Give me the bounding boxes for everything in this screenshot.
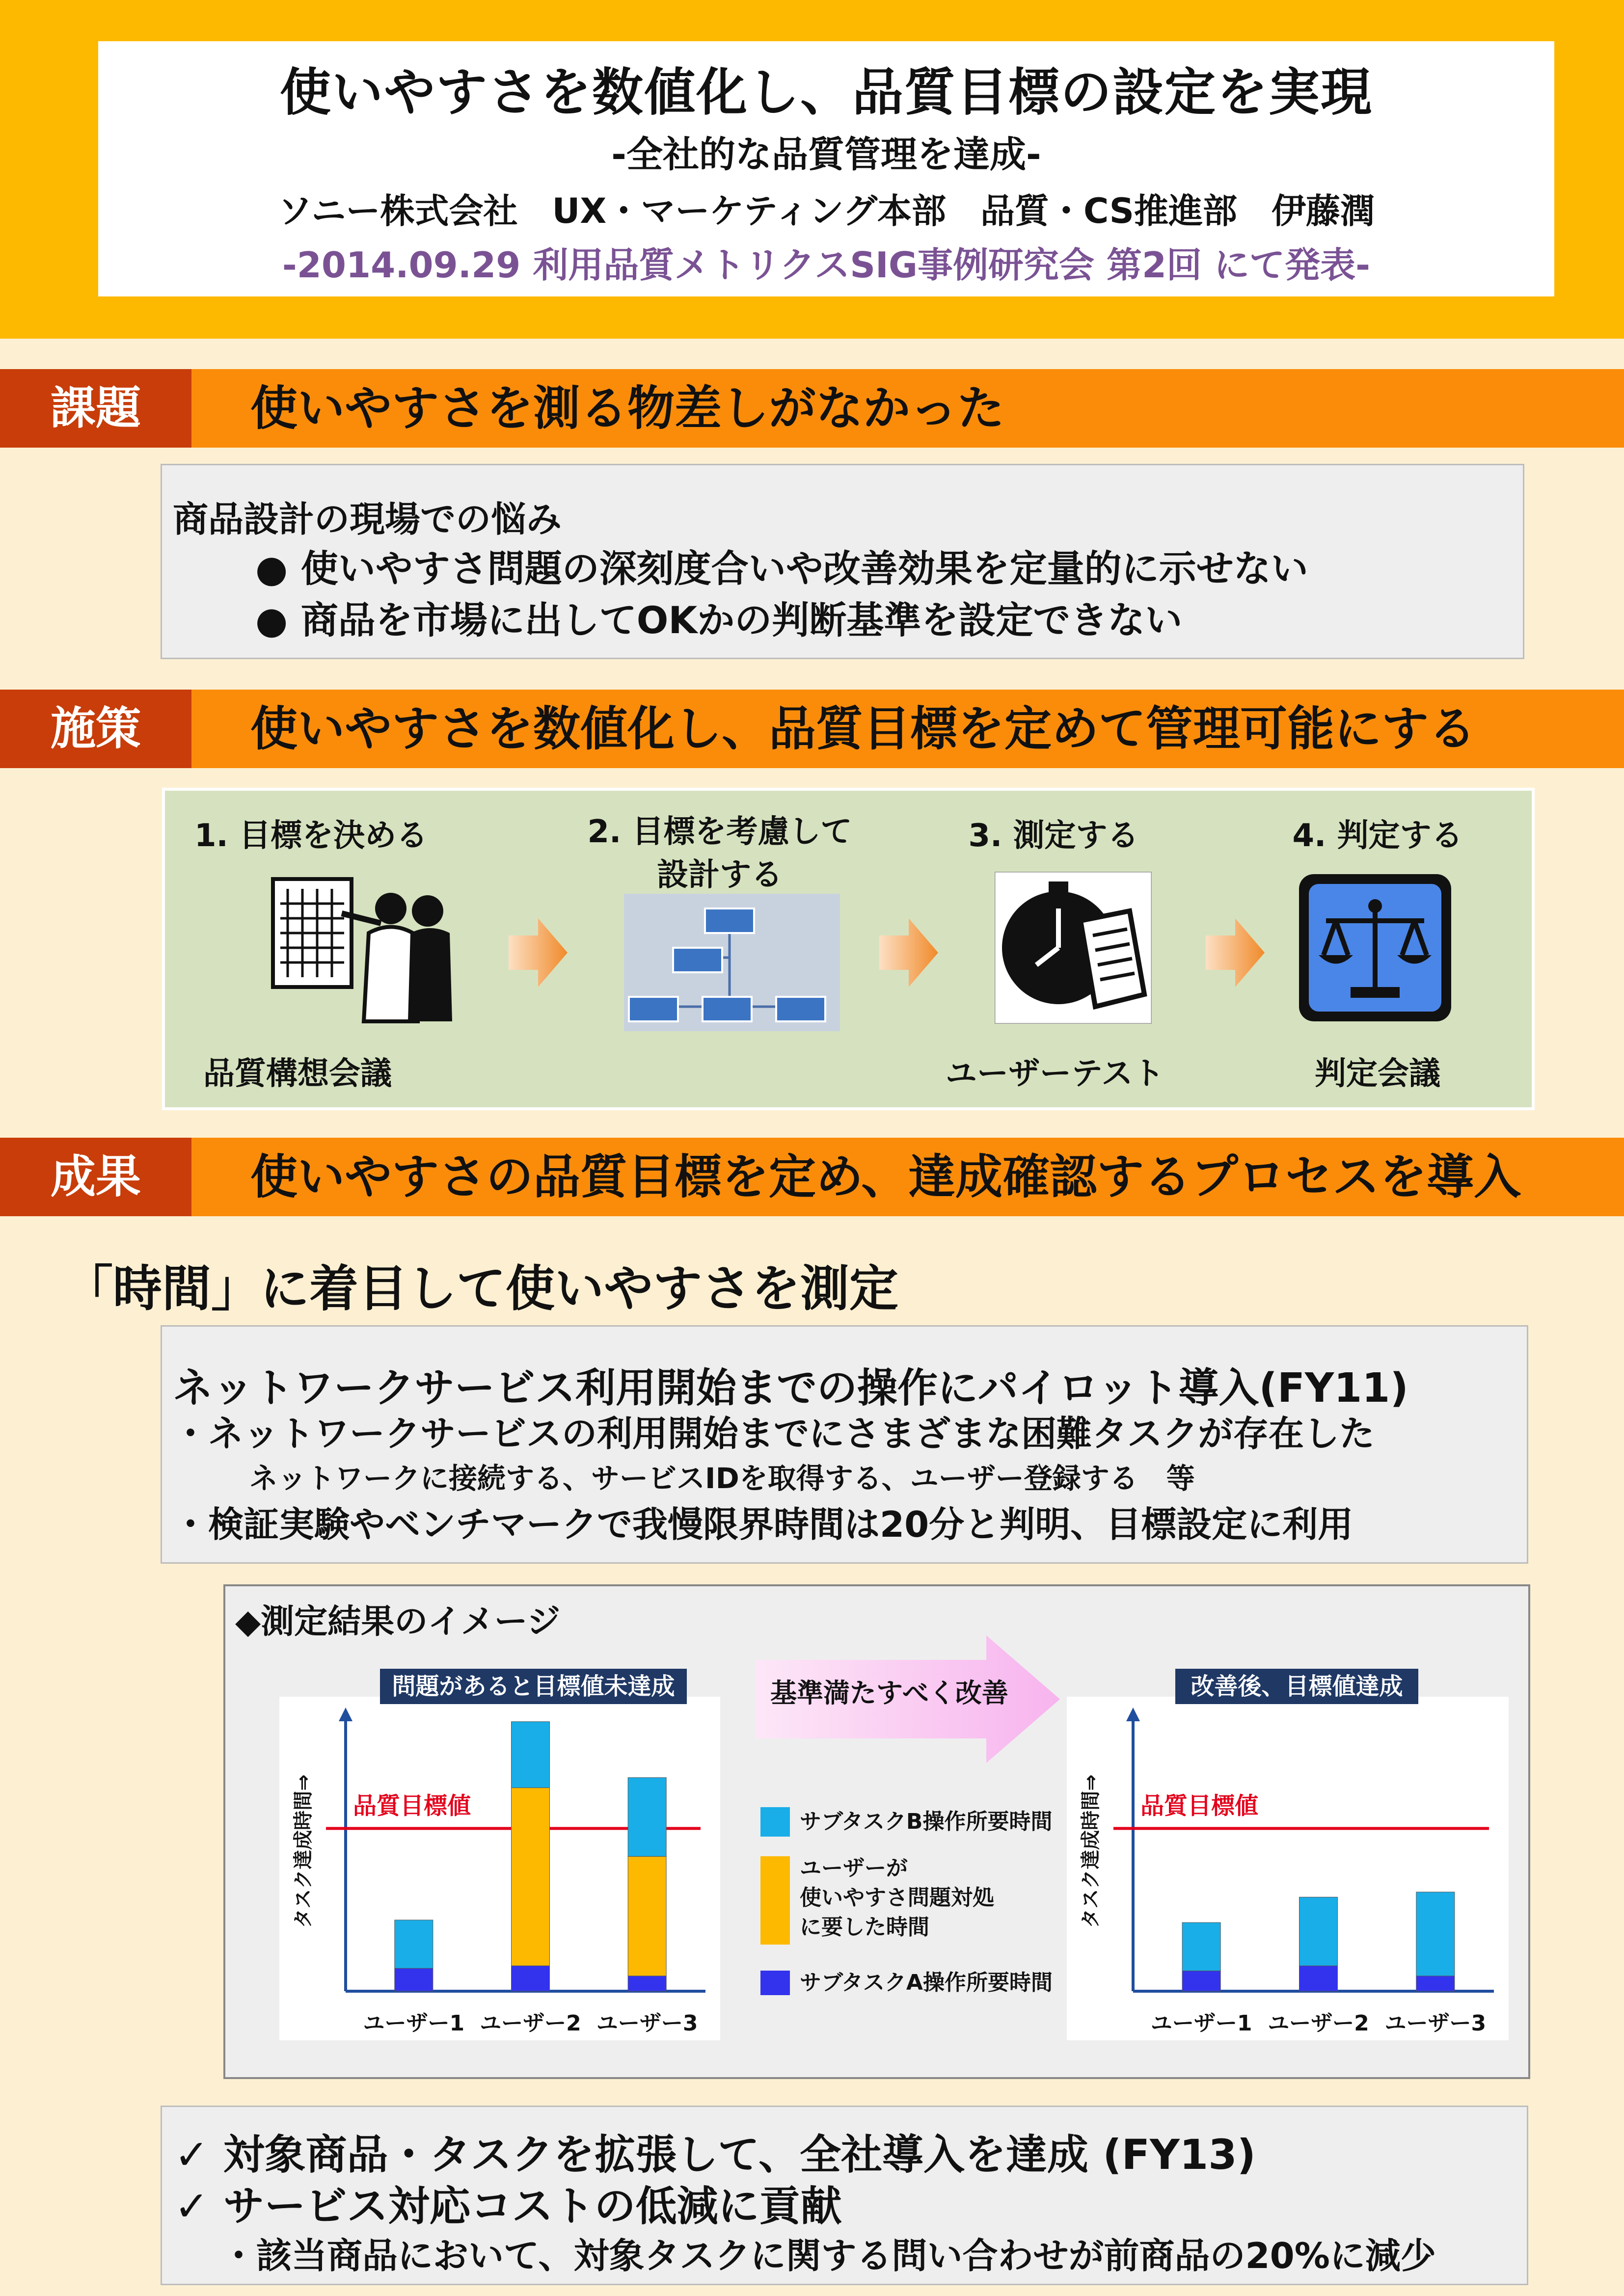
x-tick-label: ユーザー3 — [596, 2011, 698, 2036]
x-tick-label: ユーザー2 — [480, 2011, 581, 2036]
arrow-right-icon — [879, 918, 938, 987]
section-heading-issue: 使いやすさを測る物差しがなかった — [250, 381, 1004, 436]
section-heading-measure: 使いやすさを数値化し、品質目標を定めて管理可能にする — [250, 701, 1476, 756]
bar-segment — [395, 1920, 433, 1968]
issue-box — [161, 464, 1524, 659]
y-axis-label: タスク達成時間⇒ — [292, 1774, 315, 1928]
legend-label: ユーザーが 使いやすさ問題対処 に要した時間 — [800, 1856, 994, 1940]
pilot-title: ネットワークサービス利用開始までの操作にパイロット導入(FY11) — [173, 1365, 1408, 1412]
y-axis-arrow — [1126, 1708, 1140, 1721]
arrow-right-icon — [509, 918, 568, 987]
pilot-subtext: ネットワークに接続する、サービスIDを取得する、ユーザー登録する 等 — [249, 1462, 1195, 1495]
step-title: 4. 判定する — [1292, 818, 1463, 854]
bar-segment — [628, 1856, 666, 1976]
section-label-issue: 課題 — [0, 369, 191, 448]
bar-segment — [512, 1788, 550, 1966]
outcome-box — [161, 2106, 1528, 2285]
improve-label: 基準満たすべく改善 — [770, 1678, 1008, 1709]
chart-title-before: 問題があると目標値未達成 — [380, 1669, 687, 1704]
legend-swatch-problem-time — [760, 1856, 790, 1945]
bar-segment — [1299, 1966, 1338, 1991]
step-title: 1. 目標を決める — [194, 818, 428, 854]
chart-before-plot — [279, 1697, 720, 2040]
step-title — [568, 810, 872, 897]
stopwatch-document-icon — [995, 872, 1152, 1024]
legend-label: サブタスクB操作所要時間 — [800, 1809, 1053, 1834]
step-caption: 品質構想会議 — [203, 1056, 392, 1092]
focus-heading: 「時間」に着目して使いやすさを測定 — [64, 1260, 898, 1317]
bar-segment — [395, 1968, 433, 1991]
step-title-line: 2. 目標を考慮して — [587, 814, 852, 850]
step-title: 3. 測定する — [968, 818, 1139, 854]
outcome-subtext: ・該当商品において、対象タスクに関する問い合わせが前商品の20%に減少 — [221, 2235, 1436, 2276]
bar-segment — [1182, 1922, 1220, 1971]
target-label: 品質目標値 — [1140, 1792, 1259, 1820]
section-bar-result — [0, 1138, 1624, 1216]
y-axis-label: タスク達成時間⇒ — [1080, 1774, 1102, 1928]
page-title: 使いやすさを数値化し、品質目標の設定を実現 — [279, 62, 1373, 122]
outcome-item: ✓ サービス対応コストの低減に貢献 — [174, 2182, 842, 2230]
step-caption: 判定会議 — [1315, 1056, 1440, 1092]
section-label-measure: 施策 — [0, 690, 191, 768]
issue-box-title: 商品設計の現場での悩み — [173, 499, 562, 540]
target-label: 品質目標値 — [353, 1792, 471, 1820]
chart-after-plot — [1067, 1697, 1509, 2040]
meeting-people-icon — [268, 869, 455, 1026]
legend-swatch-subtask-b — [760, 1807, 790, 1837]
section-label-result: 成果 — [0, 1138, 191, 1216]
pilot-bullet: ・ネットワークサービスの利用開始までにさまざまな困難タスクが存在した — [173, 1413, 1375, 1454]
page-subtitle: -全社的な品質管理を達成- — [611, 133, 1041, 176]
hierarchy-diagram-icon — [624, 894, 840, 1031]
outcome-item: ✓ 対象商品・タスクを拡張して、全社導入を達成 (FY13) — [174, 2131, 1256, 2179]
x-tick-label: ユーザー1 — [1150, 2011, 1252, 2036]
process-steps — [162, 788, 1535, 1110]
bar-segment — [628, 1778, 666, 1857]
y-axis-arrow — [339, 1708, 352, 1721]
bar-segment — [628, 1976, 666, 1991]
panel-title: ◆測定結果のイメージ — [235, 1602, 561, 1641]
section-heading-result: 使いやすさの品質目標を定め、達成確認するプロセスを導入 — [250, 1149, 1521, 1204]
chart-title-after: 改善後、目標値達成 — [1175, 1669, 1418, 1704]
bar-segment — [512, 1966, 550, 1991]
pilot-bullet: ・検証実験やベンチマークで我慢限界時間は20分と判明、目標設定に利用 — [173, 1504, 1353, 1545]
section-bar-measure — [0, 690, 1624, 768]
scales-icon — [1297, 872, 1454, 1024]
pilot-box — [161, 1325, 1528, 1564]
x-tick-label: ユーザー3 — [1384, 2011, 1487, 2036]
title-box — [98, 41, 1554, 296]
presentation-date: -2014.09.29 利用品質メトリクスSIG事例研究会 第2回 にて発表- — [282, 244, 1371, 286]
bar-segment — [1182, 1971, 1220, 1991]
step-title-line: 設計する — [657, 857, 783, 893]
issue-item: ● 商品を市場に出してOKかの判断基準を設定できない — [255, 598, 1183, 642]
step-caption: ユーザーテスト — [946, 1056, 1164, 1092]
x-tick-label: ユーザー1 — [363, 2011, 465, 2036]
bar-segment — [512, 1722, 550, 1788]
arrow-right-icon — [1206, 918, 1265, 987]
section-bar-issue — [0, 369, 1624, 448]
bar-segment — [1416, 1892, 1455, 1976]
author-organization: ソニー株式会社 UX・マーケティング本部 品質・CS推進部 伊藤潤 — [277, 191, 1375, 231]
x-tick-label: ユーザー2 — [1268, 2011, 1369, 2036]
issue-item: ● 使いやすさ問題の深刻度合いや改善効果を定量的に示せない — [255, 547, 1308, 590]
legend-label: サブタスクA操作所要時間 — [800, 1970, 1053, 1995]
legend-swatch-subtask-a — [760, 1971, 790, 1995]
bar-segment — [1416, 1976, 1455, 1991]
measurement-panel — [223, 1584, 1530, 2079]
bar-segment — [1299, 1897, 1338, 1966]
